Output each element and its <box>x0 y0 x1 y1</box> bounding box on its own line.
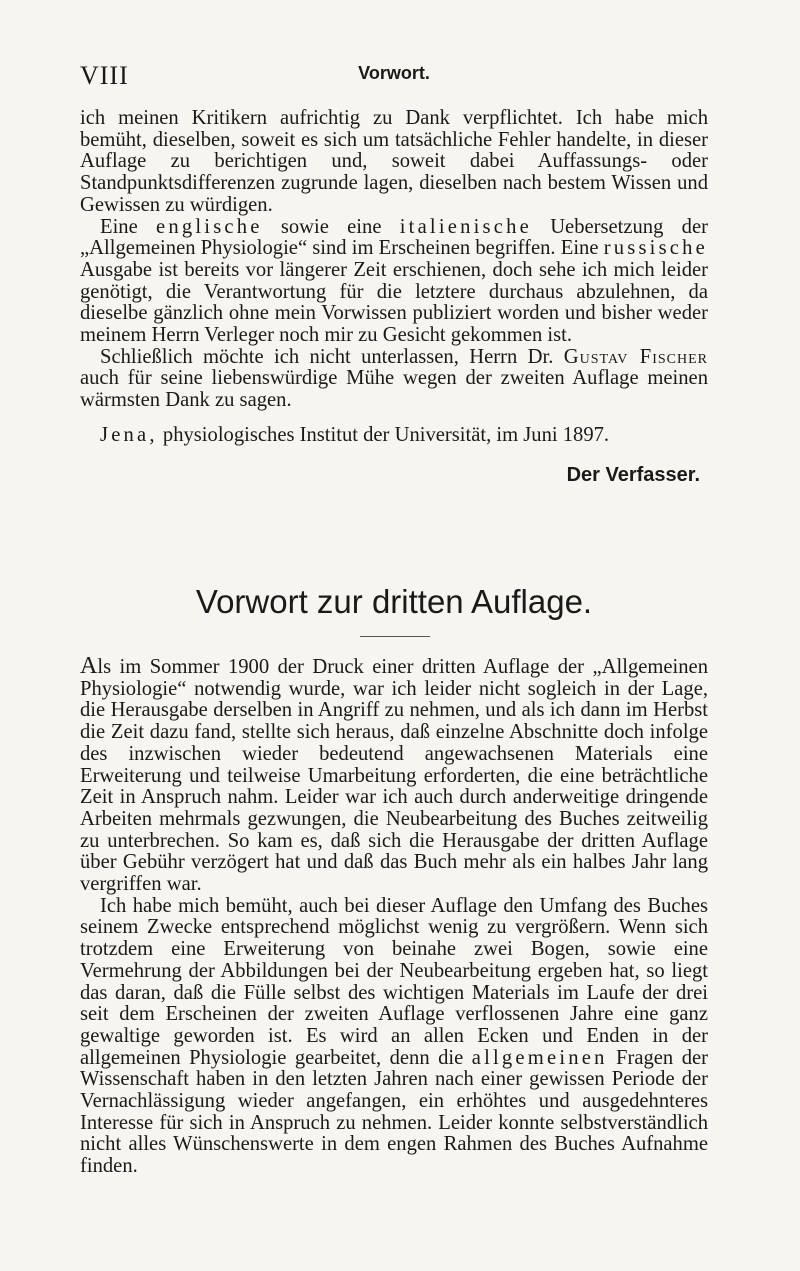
emphasis-russian: russische <box>603 237 708 260</box>
paragraph-1: ich meinen Kritikern aufrichtig zu Dank verpflichtet. Ich habe mich bemüht, dieselben, soweit es sich um tatsächliche Fehler handelte, in dieser Auflage zu berichtigen und, soweit dabei Auffassungs- oder Standpunktsdifferenzen zugrunde lagen, dieselben nach bestem Wissen und Gewissen zu würdigen. <box>80 107 708 216</box>
text-run: Eine <box>100 215 138 238</box>
book-page <box>80 0 708 1271</box>
text-run: auch für seine liebenswürdige Mühe wegen der zweiten Auflage meinen wärmsten Dank zu sagen. <box>80 367 708 412</box>
dateline-place: Jena, <box>100 423 158 446</box>
paragraph-4 <box>80 653 708 896</box>
text-run: Ich habe mich bemüht, auch bei dieser Auflage den Umfang des Buches seinem Zwecke entsprechend möglichst wenig zu vergrößern. Wenn sich trotzdem eine Erweiterung von beinahe zwei Bogen, sowie eine Vermehrung der Abbildungen bei der Neubearbeitung ergeben hat, so liegt das daran, daß die Fülle selbst des wichtigen Materials im Laufe der drei seit dem Erscheinen der zweiten Auflage verflossenen Jahre eine ganz gewaltige geworden ist. Es wird an allen Ecken und Enden in der allgemeinen Physiologie gearbeitet, denn die <box>80 894 708 1069</box>
page-header <box>80 55 708 95</box>
dateline <box>80 425 708 447</box>
title-rule <box>360 636 430 637</box>
initial-letter: A <box>80 653 98 679</box>
paragraph-5 <box>80 896 708 1178</box>
text-run: Fragen der Wissenschaft haben in den letzten Jahren nach einer gewissen Periode der Vernachlässigung wieder angefangen, ein erhöhtes und ausgedehnteres Interesse für sich in Anspruch zu nehmen. Leider konnte selbstverständlich nicht alles Wünschenswerte in dem engen Rahmen des Buches Aufnahme finden. <box>80 1046 708 1178</box>
text-run: Schließlich möchte ich nicht unterlassen, Herrn Dr. <box>100 345 554 368</box>
text-run: Ausgabe ist bereits vor längerer Zeit erschienen, doch sehe ich mich leider genötigt, die Verantwortung für die letztere durchaus abzulehnen, da dieselbe gänzlich ohne mein Vorwissen publiziert worden und bisher weder meinem Herrn Verleger noch mir zu Gesicht gekommen ist. <box>80 258 708 347</box>
emphasis-english: englische <box>156 215 263 238</box>
third-edition-preface <box>80 653 708 1178</box>
emphasis-italian: italienische <box>399 215 532 238</box>
text-run: ls im Sommer 1900 der Druck einer dritten Auflage der „Allgemeinen Physiologie“ notwendig wurde, war ich leider nicht sogleich in der Lage, die Herausgabe derselben in Angriff zu nehmen, und als ich dann im Herbst die Zeit dazu fand, stellte sich heraus, daß einzelne Abschnitte doch infolge des inzwischen wieder bedeutend angewachsenen Materials eine Erweiterung und teilweise Umarbeitung erforderten, die eine beträchtliche Zeit in Anspruch nahm. Leider war ich auch durch anderweitige dringende Arbeiten mehrmals gezwungen, die Neubearbeitung des Buches zeitweilig zu unterbrechen. So kam es, daß sich die Herausgabe der dritten Auflage über Gebühr verzögert hat und daß das Buch mehr als ein halbes Jahr lang vergriffen war. <box>80 656 708 896</box>
text-run: Uebersetzung der „Allgemeinen Physiologie“ sind im Erscheinen begriffen. Eine <box>80 215 708 260</box>
paragraph-3 <box>80 347 708 412</box>
preface-continuation <box>80 108 708 486</box>
emphasis-allgemeinen: allgemeinen <box>471 1046 608 1069</box>
publisher-name: Gustav Fischer <box>563 345 708 368</box>
signature: Der Verfasser. <box>566 463 700 486</box>
running-title: Vorwort. <box>358 63 430 83</box>
section-title: Vorwort zur dritten Auflage. <box>195 583 593 620</box>
paragraph-2 <box>80 217 708 347</box>
page-number: VIII <box>80 61 129 90</box>
dateline-rest: physiologisches Institut der Universität, im Juni 1897. <box>162 423 610 446</box>
text-run: sowie eine <box>280 215 382 238</box>
